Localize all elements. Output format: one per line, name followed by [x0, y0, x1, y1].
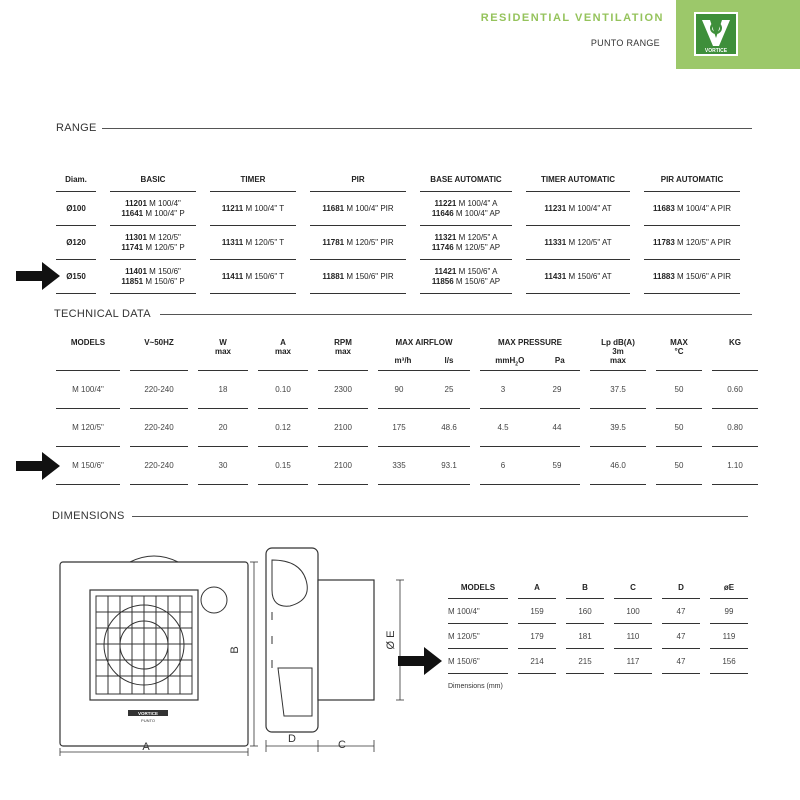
- fan-front-view: [60, 556, 258, 756]
- product-description: M 100/4" A PIR: [677, 203, 732, 213]
- product-description: M 100/4" PIR: [346, 203, 394, 213]
- product-description: M 100/4" P: [145, 208, 185, 218]
- range-product: [420, 199, 512, 209]
- range-cell-pir: [310, 192, 406, 226]
- technical-header-row: [56, 338, 758, 371]
- tech-cell-watts: 18: [198, 371, 248, 409]
- dims-cell-d: 47: [662, 599, 700, 624]
- range-cell-pir: [310, 226, 406, 260]
- tech-cell-voltage: 220-240: [130, 447, 188, 485]
- tech-cell-watts: 30: [198, 447, 248, 485]
- range-cell-timer: [210, 226, 296, 260]
- tech-cell-watts: 20: [198, 409, 248, 447]
- tech-cell-model: M 100/4": [56, 371, 120, 409]
- dims-cell-a: 214: [518, 649, 556, 674]
- tech-col-amps: A max: [258, 338, 308, 371]
- vortice-logo: [694, 12, 738, 56]
- range-product: [420, 243, 512, 253]
- tech-cell-model: M 150/6": [56, 447, 120, 485]
- product-code: 11641: [121, 208, 144, 218]
- range-col-pir-automatic: PIR AUTOMATIC: [644, 168, 740, 192]
- dims-cell-b: 181: [566, 624, 604, 649]
- product-description: M 120/5" PIR: [346, 237, 394, 247]
- range-product: [110, 233, 196, 243]
- range-product: [644, 204, 740, 214]
- dims-col-c: C: [614, 577, 652, 599]
- tech-cell-airflow-m3h: 90: [378, 371, 420, 409]
- range-table: [56, 168, 740, 294]
- arrow-right-icon: [16, 452, 60, 480]
- svg-text:VORTICE: VORTICE: [704, 48, 728, 54]
- technical-section-title: TECHNICAL DATA: [54, 308, 151, 320]
- range-diam-cell: Ø150: [56, 260, 96, 294]
- product-code: 11401: [125, 266, 147, 276]
- product-description: M 100/4" T: [245, 203, 285, 213]
- range-col-timer-automatic: TIMER AUTOMATIC: [526, 168, 630, 192]
- tech-cell-amps: 0.15: [258, 447, 308, 485]
- technical-row: [56, 409, 758, 447]
- range-cell-pir-auto: [644, 260, 740, 294]
- tech-col-airflow: MAX AIRFLOW m³/h l/s: [378, 338, 470, 371]
- range-product: [526, 238, 630, 248]
- range-cell-basic: [110, 192, 196, 226]
- dims-cell-c: 117: [614, 649, 652, 674]
- range-product: [310, 272, 406, 282]
- tech-cell-max-temp: 50: [656, 409, 702, 447]
- range-cell-timer: [210, 260, 296, 294]
- tech-cell-airflow-m3h: 335: [378, 447, 420, 485]
- tech-col-pressure: MAX PRESSURE mmH$_2$O Pa: [480, 338, 580, 371]
- product-description: M 100/4" AT: [568, 203, 612, 213]
- product-code: 11301: [125, 232, 147, 242]
- range-product: [644, 272, 740, 282]
- tech-cell-max-temp: 50: [656, 447, 702, 485]
- tech-cell-airflow-m3h: 175: [378, 409, 420, 447]
- range-product: [526, 204, 630, 214]
- range-section-title: RANGE: [56, 122, 97, 134]
- dims-col-e: øE: [710, 577, 748, 599]
- dims-cell-e: 156: [710, 649, 748, 674]
- dims-col-a: A: [518, 577, 556, 599]
- range-cell-timer: [210, 192, 296, 226]
- product-description: M 150/6": [149, 266, 181, 276]
- dim-label-b: B: [229, 646, 241, 654]
- tech-cell-airflow-ls: 93.1: [428, 447, 470, 485]
- header-title: RESIDENTIAL VENTILATION: [480, 12, 664, 24]
- tech-col-models: MODELS: [56, 338, 120, 371]
- dim-label-c: C: [338, 739, 346, 751]
- dims-col-b: B: [566, 577, 604, 599]
- technical-row: [56, 447, 758, 485]
- range-row: [56, 192, 740, 226]
- tech-cell-pressure-pa: 59: [534, 447, 580, 485]
- tech-cell-pressure-mmh2o: 4.5: [480, 409, 526, 447]
- product-code: 11211: [221, 203, 244, 213]
- dims-cell-c: 100: [614, 599, 652, 624]
- range-header-row: [56, 168, 740, 192]
- product-description: M 120/5" AT: [568, 237, 612, 247]
- tech-col-rpm: RPM max: [318, 338, 368, 371]
- tech-cell-weight: 0.60: [712, 371, 758, 409]
- product-description: M 100/4": [149, 198, 181, 208]
- product-code: 11331: [544, 237, 567, 247]
- technical-row: [56, 371, 758, 409]
- dimensions-row: [448, 624, 748, 649]
- range-product: [420, 233, 512, 243]
- range-product: [210, 204, 296, 214]
- range-product: [526, 272, 630, 282]
- product-code: 11646: [431, 208, 454, 218]
- dims-cell-model: M 150/6": [448, 649, 508, 674]
- tech-cell-pressure-mmh2o: 3: [480, 371, 526, 409]
- product-code: 11856: [431, 276, 454, 286]
- range-cell-timer-auto: [526, 226, 630, 260]
- product-description: M 150/6" P: [145, 276, 185, 286]
- tech-cell-amps: 0.12: [258, 409, 308, 447]
- product-code: 11311: [221, 237, 244, 247]
- dimensions-row: [448, 599, 748, 624]
- fan-dimension-drawing: [50, 540, 430, 760]
- range-col-base-automatic: BASE AUTOMATIC: [420, 168, 512, 192]
- range-rule: [102, 128, 752, 129]
- tech-cell-rpm: 2100: [318, 409, 368, 447]
- range-product: [110, 199, 196, 209]
- range-product: [420, 267, 512, 277]
- tech-col-noise: Lp dB(A) 3m max: [590, 338, 646, 371]
- arrow-right-icon: [398, 647, 442, 675]
- dimensions-table: [448, 577, 748, 674]
- range-cell-pir-auto: [644, 226, 740, 260]
- range-cell-pir: [310, 260, 406, 294]
- product-code: 11421: [434, 266, 457, 276]
- range-product: [210, 272, 296, 282]
- product-code: 11231: [544, 203, 567, 213]
- range-row: [56, 226, 740, 260]
- tech-cell-airflow-ls: 25: [428, 371, 470, 409]
- range-row: [56, 260, 740, 294]
- product-description: M 120/5" T: [245, 237, 285, 247]
- product-description: M 120/5" A PIR: [677, 237, 732, 247]
- product-description: M 150/6" A: [458, 266, 498, 276]
- product-code: 11741: [121, 242, 144, 252]
- arrow-right-icon: [16, 262, 60, 290]
- range-product: [110, 209, 196, 219]
- product-description: M 100/4" AP: [455, 208, 501, 218]
- product-description: M 120/5" AP: [455, 242, 501, 252]
- dims-cell-b: 160: [566, 599, 604, 624]
- product-code: 11321: [434, 232, 457, 242]
- tech-cell-noise: 39.5: [590, 409, 646, 447]
- tech-cell-model: M 120/5": [56, 409, 120, 447]
- range-product: [644, 238, 740, 248]
- tech-cell-pressure-pa: 29: [534, 371, 580, 409]
- dims-cell-c: 110: [614, 624, 652, 649]
- range-product: [110, 267, 196, 277]
- tech-cell-max-temp: 50: [656, 371, 702, 409]
- dims-col-models: MODELS: [448, 577, 508, 599]
- product-description: M 150/6" T: [245, 271, 285, 281]
- product-description: M 150/6" AT: [568, 271, 612, 281]
- tech-cell-voltage: 220-240: [130, 409, 188, 447]
- range-cell-base-auto: [420, 226, 512, 260]
- tech-cell-weight: 1.10: [712, 447, 758, 485]
- range-diam-cell: Ø120: [56, 226, 96, 260]
- product-code: 11851: [121, 276, 144, 286]
- technical-rule: [160, 314, 752, 315]
- dimensions-header-row: [448, 577, 748, 599]
- dims-cell-e: 119: [710, 624, 748, 649]
- dimensions-rule: [132, 516, 748, 517]
- product-code: 11881: [322, 271, 345, 281]
- dimensions-caption: Dimensions (mm): [448, 683, 503, 690]
- product-code: 11683: [652, 203, 675, 213]
- range-cell-basic: [110, 260, 196, 294]
- tech-cell-voltage: 220-240: [130, 371, 188, 409]
- range-col-timer: TIMER: [210, 168, 296, 192]
- dims-cell-model: M 120/5": [448, 624, 508, 649]
- product-code: 11783: [652, 237, 675, 247]
- tech-cell-pressure-pa: 44: [534, 409, 580, 447]
- tech-col-voltage: V~50HZ: [130, 338, 188, 371]
- product-description: M 120/5" P: [145, 242, 185, 252]
- svg-text:PUNTO: PUNTO: [141, 718, 155, 723]
- product-description: M 150/6" AP: [455, 276, 501, 286]
- tech-col-watts: W max: [198, 338, 248, 371]
- product-code: 11221: [434, 198, 457, 208]
- range-product: [310, 238, 406, 248]
- fan-side-view: [266, 548, 404, 752]
- product-description: M 120/5" A: [458, 232, 498, 242]
- tech-cell-weight: 0.80: [712, 409, 758, 447]
- range-cell-pir-auto: [644, 192, 740, 226]
- tech-cell-rpm: 2300: [318, 371, 368, 409]
- range-col-diam: Diam.: [56, 168, 96, 192]
- dims-cell-b: 215: [566, 649, 604, 674]
- dims-cell-a: 179: [518, 624, 556, 649]
- header-subtitle: PUNTO RANGE: [590, 38, 660, 48]
- product-code: 11411: [221, 271, 244, 281]
- dims-cell-a: 159: [518, 599, 556, 624]
- range-cell-base-auto: [420, 260, 512, 294]
- range-cell-timer-auto: [526, 192, 630, 226]
- product-code: 11201: [125, 198, 147, 208]
- range-cell-timer-auto: [526, 260, 630, 294]
- tech-cell-noise: 37.5: [590, 371, 646, 409]
- product-code: 11746: [431, 242, 454, 252]
- dims-cell-d: 47: [662, 649, 700, 674]
- range-product: [310, 204, 406, 214]
- tech-cell-amps: 0.10: [258, 371, 308, 409]
- product-code: 11781: [322, 237, 345, 247]
- product-code: 11883: [652, 271, 675, 281]
- dims-cell-e: 99: [710, 599, 748, 624]
- range-product: [110, 243, 196, 253]
- product-description: M 120/5": [149, 232, 181, 242]
- tech-cell-noise: 46.0: [590, 447, 646, 485]
- range-product: [420, 277, 512, 287]
- range-diam-cell: Ø100: [56, 192, 96, 226]
- dimensions-row: [448, 649, 748, 674]
- tech-col-weight: KG: [712, 338, 758, 371]
- range-cell-base-auto: [420, 192, 512, 226]
- product-code: 11431: [544, 271, 567, 281]
- product-description: M 100/4" A: [458, 198, 498, 208]
- dims-cell-d: 47: [662, 624, 700, 649]
- tech-cell-pressure-mmh2o: 6: [480, 447, 526, 485]
- dims-cell-model: M 100/4": [448, 599, 508, 624]
- product-code: 11681: [322, 203, 345, 213]
- tech-col-max-temp: MAX °C: [656, 338, 702, 371]
- range-product: [420, 209, 512, 219]
- range-product: [110, 277, 196, 287]
- tech-cell-rpm: 2100: [318, 447, 368, 485]
- product-description: M 150/6" PIR: [346, 271, 394, 281]
- range-col-basic: BASIC: [110, 168, 196, 192]
- svg-text:VORTICE: VORTICE: [137, 711, 159, 716]
- dims-col-d: D: [662, 577, 700, 599]
- range-col-pir: PIR: [310, 168, 406, 192]
- dimensions-section-title: DIMENSIONS: [52, 510, 125, 522]
- dim-label-e: Ø E: [385, 630, 397, 650]
- tech-cell-airflow-ls: 48.6: [428, 409, 470, 447]
- product-description: M 150/6" A PIR: [677, 271, 732, 281]
- dim-label-a: A: [142, 741, 150, 753]
- technical-table: [56, 338, 758, 485]
- range-cell-basic: [110, 226, 196, 260]
- dim-label-d: D: [288, 733, 296, 745]
- range-product: [210, 238, 296, 248]
